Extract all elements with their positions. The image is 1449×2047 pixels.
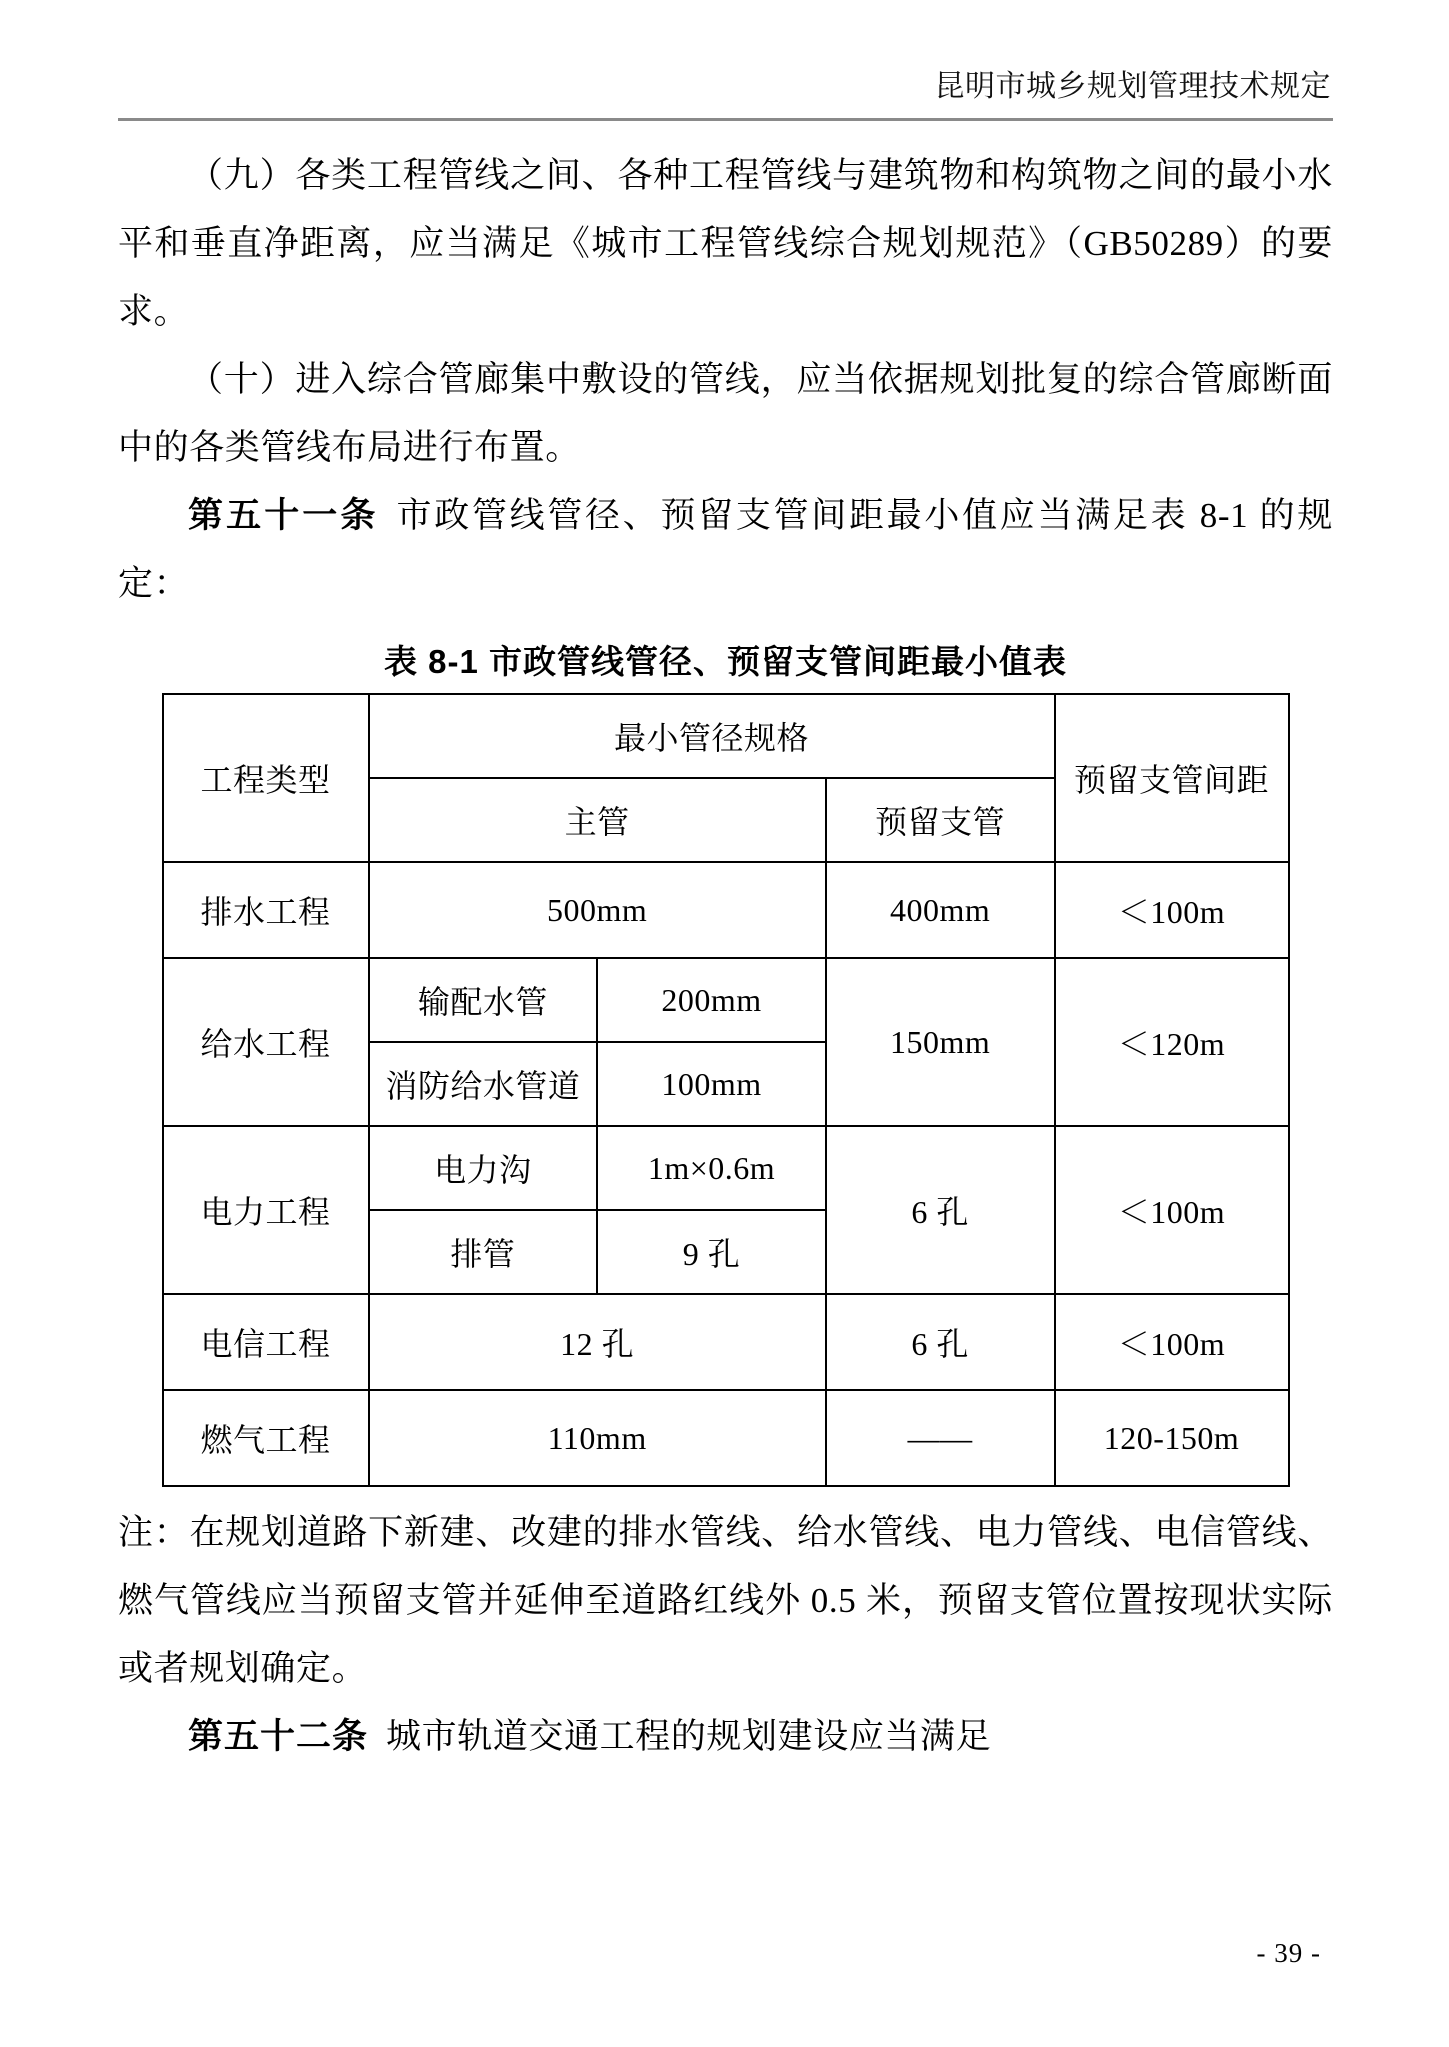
- cell-spacing: 120-150m: [1055, 1390, 1289, 1486]
- header-cell-main-pipe: 主管: [369, 778, 826, 862]
- table-caption: 表 8-1 市政管线管径、预留支管间距最小值表: [383, 643, 1068, 680]
- header-divider: [118, 118, 1333, 121]
- cell-branch: ——: [826, 1390, 1055, 1486]
- cell-sub-label: 输配水管: [369, 958, 598, 1042]
- cell-spacing: ＜100m: [1055, 862, 1289, 958]
- cell-sub-label: 电力沟: [369, 1126, 598, 1210]
- cell-sub-value: 100mm: [597, 1042, 826, 1126]
- header-cell-branch-spacing: 预留支管间距: [1055, 694, 1289, 862]
- paragraph-nine: （九）各类工程管线之间、各种工程管线与建筑物和构筑物之间的最小水平和垂直净距离，应当满足《城市工程管线综合规划规范》（GB50289）的要求。: [118, 156, 1333, 331]
- table-row: [163, 862, 1289, 958]
- cell-type: 排水工程: [163, 862, 369, 958]
- cell-main: 12 孔: [369, 1294, 826, 1390]
- cell-sub-label: 排管: [369, 1210, 598, 1294]
- header-cell-type: 工程类型: [163, 694, 369, 862]
- cell-main: 500mm: [369, 862, 826, 958]
- cell-sub-label: 消防给水管道: [369, 1042, 598, 1126]
- table-header-row-1: [163, 694, 1289, 778]
- cell-type: 电力工程: [163, 1126, 369, 1294]
- article-51-text: 市政管线管径、预留支管间距最小值应当满足表 8-1 的规定：: [118, 496, 1333, 603]
- cell-spacing: ＜100m: [1055, 1126, 1289, 1294]
- table-row: [163, 1294, 1289, 1390]
- article-51-paragraph: [118, 482, 1333, 618]
- cell-type: 给水工程: [163, 958, 369, 1126]
- article-52-paragraph: [118, 1703, 1333, 1771]
- header-cell-branch-pipe: 预留支管: [826, 778, 1055, 862]
- header-cell-min-spec: 最小管径规格: [369, 694, 1055, 778]
- page-number: - 39 -: [1256, 1938, 1321, 1968]
- cell-spacing: ＜100m: [1055, 1294, 1289, 1390]
- article-51-number: 第五十一条: [188, 496, 379, 535]
- cell-sub-value: 9 孔: [597, 1210, 826, 1294]
- cell-main: 110mm: [369, 1390, 826, 1486]
- running-header: 昆明市城乡规划管理技术规定: [934, 70, 1331, 103]
- cell-branch: 150mm: [826, 958, 1055, 1126]
- paragraph-ten: （十）进入综合管廊集中敷设的管线，应当依据规划批复的综合管廊断面中的各类管线布局进行布置。: [118, 360, 1333, 467]
- cell-branch: 6 孔: [826, 1126, 1055, 1294]
- cell-branch: 400mm: [826, 862, 1055, 958]
- cell-branch: 6 孔: [826, 1294, 1055, 1390]
- cell-sub-value: 1m×0.6m: [597, 1126, 826, 1210]
- cell-spacing: ＜120m: [1055, 958, 1289, 1126]
- cell-sub-value: 200mm: [597, 958, 826, 1042]
- table-row: [163, 1390, 1289, 1486]
- table-row: [163, 958, 1289, 1042]
- article-52-number: 第五十二条: [188, 1717, 369, 1756]
- document-content: [118, 128, 1333, 1771]
- cell-type: 电信工程: [163, 1294, 369, 1390]
- pipe-spec-table: [162, 693, 1290, 1487]
- table-note: 注：在规划道路下新建、改建的排水管线、给水管线、电力管线、电信管线、燃气管线应当预留支管并延伸至道路红线外 0.5 米，预留支管位置按现状实际或者规划确定。: [118, 1513, 1333, 1688]
- cell-type: 燃气工程: [163, 1390, 369, 1486]
- table-row: [163, 1126, 1289, 1210]
- article-52-text: 城市轨道交通工程的规划建设应当满足: [386, 1717, 992, 1756]
